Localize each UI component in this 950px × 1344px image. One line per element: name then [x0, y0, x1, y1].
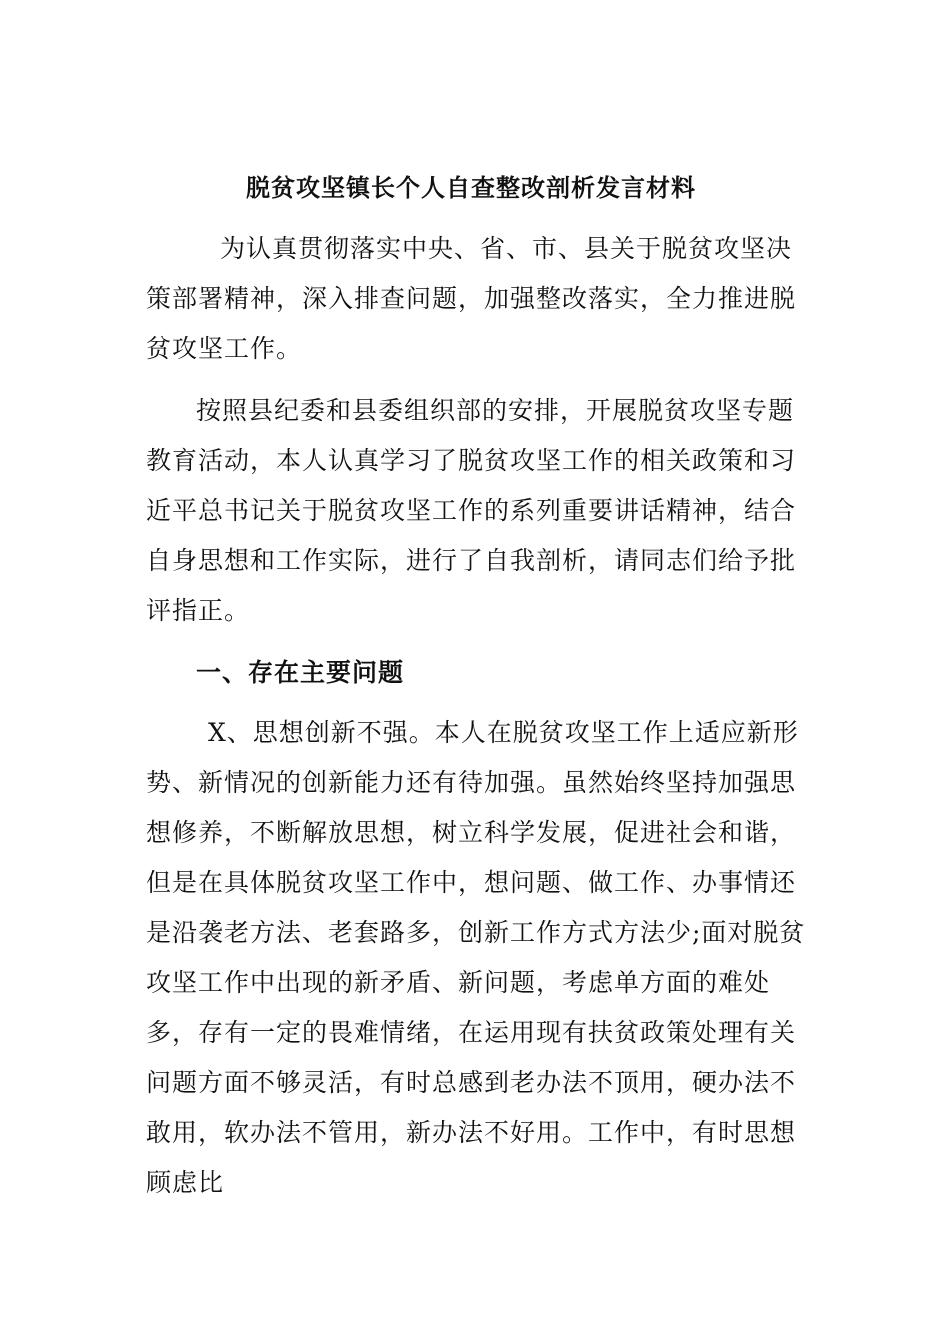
intro-paragraph: 为认真贯彻落实中央、省、市、县关于脱贫攻坚决策部署精神，深入排查问题，加强整改落实，全力推进脱贫攻坚工作。 — [146, 234, 797, 363]
section-heading-1: 一、存在主要问题 — [196, 658, 405, 687]
body-paragraph-2: X、思想创新不强。本人在脱贫攻坚工作上适应新形势、新情况的创新能力还有待加强。虽然始终坚持加强思想修养，不断解放思想，树立科学发展，促进社会和谐，但是在具体脱贫攻坚工作中，想问题、做工作、办事情还是沿袭老方法、老套路多，创新工作方式方法少;面对脱贫攻坚工作中出现的新矛盾、新问题，考虑单方面的难处多，存有一定的畏难情绪，在运用现有扶贫政策处理有关问题方面不够灵活，有时总感到老办法不顶用，硬办法不敢用，软办法不管用，新办法不好用。工作中，有时思想顾虑比 — [146, 718, 806, 1197]
body-paragraph-1: 按照县纪委和县委组织部的安排，开展脱贫攻坚专题教育活动，本人认真学习了脱贫攻坚工作的相关政策和习近平总书记关于脱贫攻坚工作的系列重要讲话精神，结合自身思想和工作实际，进行了自我剖析，请同志们给予批评指正。 — [146, 396, 797, 625]
document-title: 脱贫攻坚镇长个人自查整改剖析发言材料 — [246, 173, 696, 202]
